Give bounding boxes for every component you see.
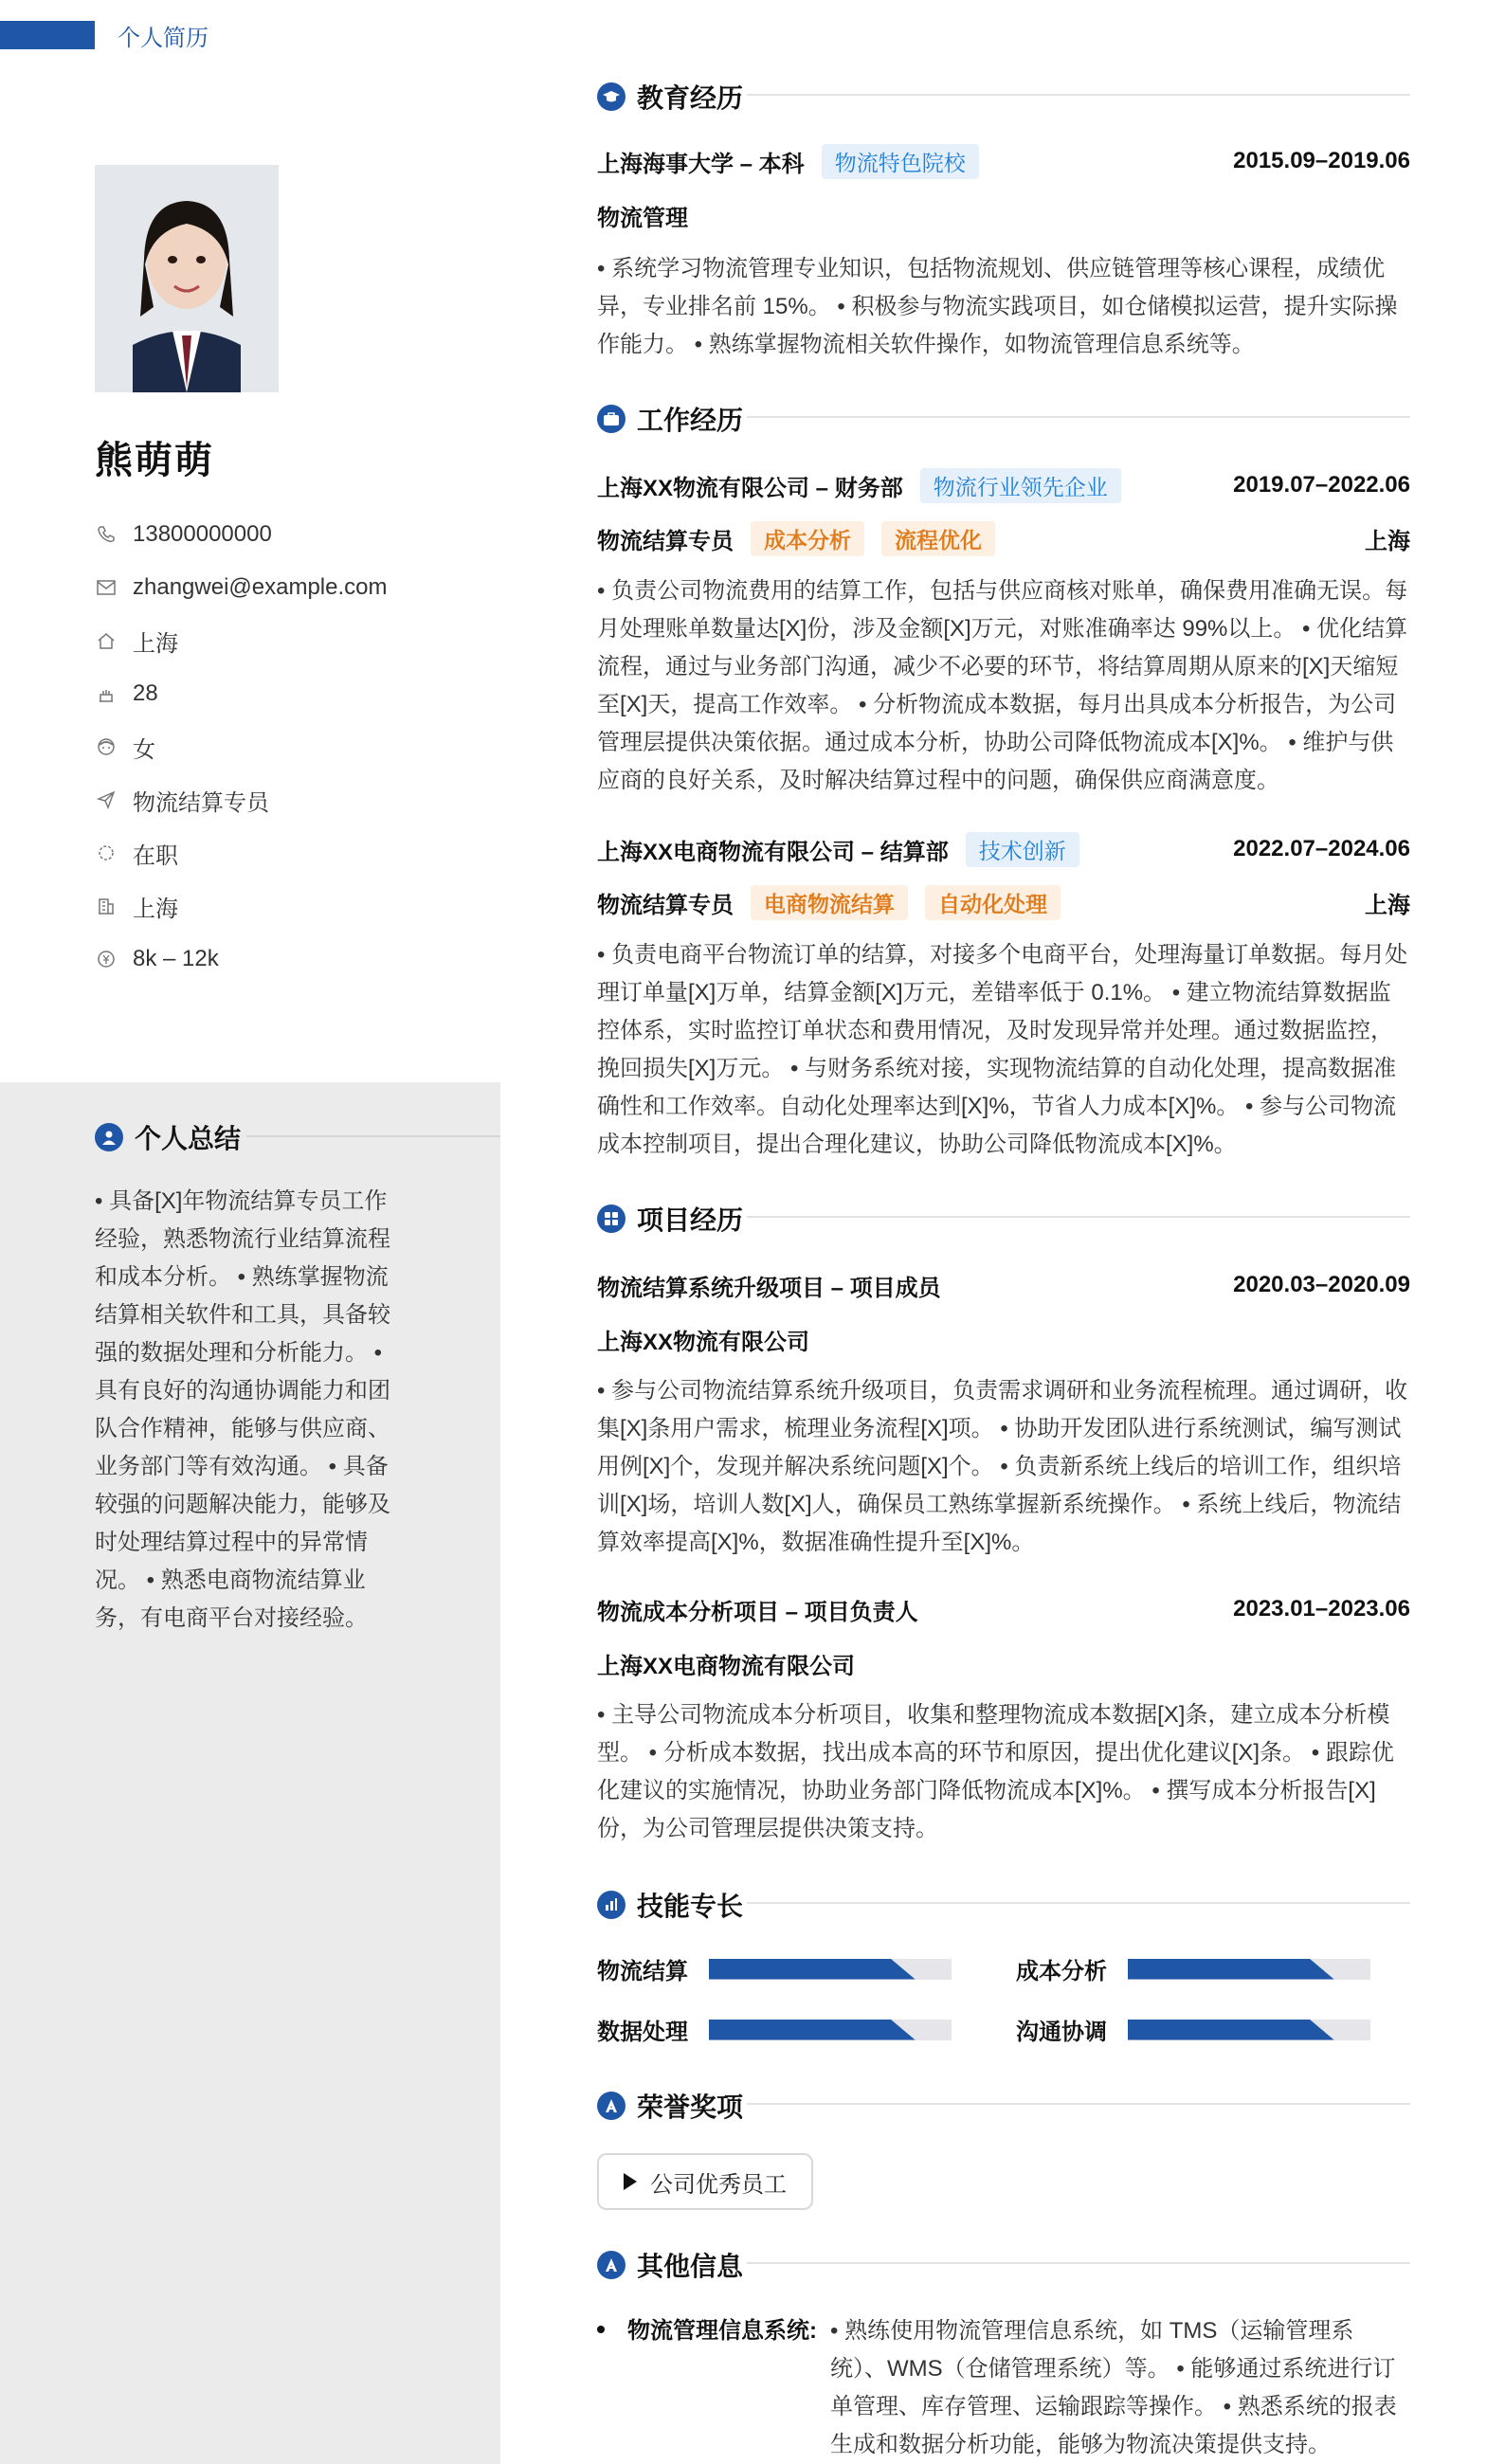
awards-heading (597, 2087, 743, 2125)
job-1-skill-tag: 成本分析 (751, 521, 864, 556)
project-1-desc: • 参与公司物流结算系统升级项目，负责需求调研和业务流程梳理。通过调研，收集[X]条用户需求，梳理业务流程[X]项。 • 协助开发团队进行系统测试，编写测试用例[X]个，发现并解决系统问题[X]个。 • 负责新系统上线后的培训工作，组织培训[X]场，培训人数[X]人，确保员工熟练掌握新系统操作。 • 系统上线后，物流结算效率提高[X]%，数据准确性提升至[X]%。 (597, 1378, 1408, 1555)
briefcase-icon (597, 405, 626, 433)
projects-divider (747, 1216, 1410, 1218)
award-label: 公司优秀员工 (650, 2171, 787, 2198)
page-title: 个人简历 (118, 26, 209, 51)
summary-text: • 具备[X]年物流结算专员工作经验，熟悉物流行业结算流程和成本分析。 • 熟练掌握物流结算相关软件和工具，具备较强的数据处理和分析能力。 • 具有良好的沟通协调能力和团队合作精神，能够与供应商、业务部门等有效沟通。 • 具备较强的问题解决能力，能够及时处理结算过程中的异常情况。 • 熟悉电商物流结算业务，有电商平台对接经验。 (95, 1188, 390, 1631)
other-text: • 熟练使用物流管理信息系统，如 TMS（运输管理系统）、WMS（仓储管理系统）等。 • 能够通过系统进行订单管理、库存管理、运输跟踪等操作。 • 熟悉系统的报表生成和数据分析功能，能够为物流决策提供支持。 (830, 2318, 1397, 2457)
skill-bar-fill (709, 2020, 916, 2040)
job-2-company: 上海XX电商物流有限公司 – 结算部 (597, 839, 949, 865)
project-2-desc: • 主导公司物流成本分析项目，收集和整理物流成本数据[X]条，建立成本分析模型。 • 分析成本数据，找出成本高的环节和原因，提出优化建议[X]条。 • 跟踪优化建议的实施情况，协助业务部门降低物流成本[X]%。 • 撰写成本分析报告[X]份，为公司管理层提供决策支持。 (597, 1702, 1394, 1841)
job-2-header (597, 832, 1410, 866)
award-icon (597, 2251, 626, 2279)
face-icon (95, 735, 118, 758)
skill-item (597, 1952, 952, 1985)
projects-title: 项目经历 (637, 1205, 744, 1235)
job-1-role-row (597, 521, 1410, 555)
contact-city (95, 614, 474, 667)
cake-icon (95, 682, 118, 705)
project-1-name: 物流结算系统升级项目 – 项目成员 (597, 1275, 941, 1301)
home-icon (95, 629, 118, 652)
contact-list (95, 508, 474, 986)
city-text: 上海 (133, 630, 178, 657)
work-title: 工作经历 (637, 406, 744, 435)
project-1-date: 2020.03–2020.09 (1233, 1272, 1410, 1297)
send-icon (95, 788, 118, 811)
bullet-icon (597, 2326, 605, 2333)
email-text: zhangwei@example.com (133, 574, 388, 600)
job-1-date: 2019.07–2022.06 (1233, 472, 1410, 498)
play-icon (624, 2173, 637, 2190)
job-1-desc: • 负责公司物流费用的结算工作，包括与供应商核对账单，确保费用准确无误。每月处理账单数量达[X]份，涉及金额[X]万元，对账准确率达 99%以上。 • 优化结算流程，通过与业务部门沟通，减少不必要的环节，将结算周期从原来的[X]天缩短至[X]天，提高工作效率。 • 分析物流成本数据，每月出具成本分析报告，为公司管理层提供决策依据。通过成本分析，协助公司降低物流成本[X]%。 • 维护与供应商的良好关系，及时解决结算过程中的问题，确保供应商满意度。 (597, 578, 1408, 793)
job-1-company: 上海XX物流有限公司 – 财务部 (597, 475, 903, 501)
education-title: 教育经历 (637, 83, 744, 113)
project-2-date: 2023.01–2023.06 (1233, 1596, 1410, 1622)
job-2-skill-tag: 电商物流结算 (751, 885, 908, 920)
bar-chart-icon (597, 1891, 626, 1919)
awards-divider (747, 2103, 1410, 2105)
job-2-date: 2022.07–2024.06 (1233, 836, 1410, 861)
job-2-role: 物流结算专员 (597, 892, 734, 918)
school-tag: 物流特色院校 (822, 144, 979, 179)
project-1-header (597, 1268, 1410, 1302)
phone-text: 13800000000 (133, 521, 272, 547)
skill-item (1016, 1952, 1370, 1985)
job-2-skill-tag: 自动化处理 (925, 885, 1061, 920)
gender-text: 女 (133, 736, 155, 763)
contact-status (95, 826, 474, 879)
skill-bar (1128, 2020, 1370, 2040)
job-1-city: 上海 (1365, 528, 1410, 554)
work-city-text: 上海 (133, 896, 178, 922)
skill-name: 数据处理 (597, 2020, 688, 2045)
other-divider (747, 2262, 1410, 2264)
summary-divider (246, 1135, 500, 1137)
mail-icon (95, 576, 118, 599)
skills-divider (747, 1902, 1410, 1904)
user-icon (95, 1123, 123, 1151)
skills-heading (597, 1886, 743, 1924)
skill-name: 成本分析 (1016, 1959, 1107, 1984)
job-2-city: 上海 (1365, 892, 1410, 918)
education-desc: • 系统学习物流管理专业知识，包括物流规划、供应链管理等核心课程，成绩优异，专业排名前 15%。 • 积极参与物流实践项目，如仓储模拟运营，提升实际操作能力。 • 熟练掌握物流相关软件操作，如物流管理信息系统等。 (597, 256, 1398, 357)
other-heading (597, 2246, 743, 2284)
position-text: 物流结算专员 (133, 789, 269, 816)
skill-item (1016, 2013, 1370, 2046)
skill-name: 物流结算 (597, 1959, 688, 1984)
candidate-name: 熊萌萌 (95, 440, 214, 481)
summary-heading (95, 1118, 241, 1156)
skill-bar-fill (1128, 2020, 1334, 2040)
education-divider (747, 94, 1410, 96)
project-1-company: 上海XX物流有限公司 (597, 1330, 810, 1355)
projects-heading (597, 1200, 743, 1238)
other-label: 物流管理信息系统: (627, 2318, 817, 2344)
job-1-role: 物流结算专员 (597, 528, 734, 554)
other-title: 其他信息 (637, 2252, 744, 2281)
job-2-desc: • 负责电商平台物流订单的结算，对接多个电商平台，处理海量订单数据。每月处理订单量[X]万单，结算金额[X]万元，差错率低于 0.1%。 • 建立物流结算数据监控体系，实时监控订单状态和费用情况，及时发现异常并处理。通过数据监控，挽回损失[X]万元。 • 与财务系统对接，实现物流结算的自动化处理，提高数据准确性和工作效率。自动化处理率达到[X]%，节省人力成本[X]%。 • 参与公司物流成本控制项目，提出合理化建议，协助公司降低物流成本[X]%。 (597, 942, 1408, 1157)
contact-work-city (95, 879, 474, 933)
job-1-skill-tag: 流程优化 (881, 521, 995, 556)
building-icon (95, 895, 118, 917)
skill-item (597, 2013, 952, 2046)
status-text: 在职 (133, 842, 178, 869)
skill-bar (709, 2020, 952, 2040)
contact-age (95, 667, 474, 720)
grid-icon (597, 1205, 626, 1233)
skill-bar (709, 1959, 952, 1980)
skills-title: 技能专长 (637, 1892, 744, 1921)
summary-title-text: 个人总结 (135, 1124, 242, 1153)
work-heading (597, 400, 743, 438)
education-heading (597, 78, 743, 116)
work-divider (747, 416, 1410, 418)
project-2-name: 物流成本分析项目 – 项目负责人 (597, 1599, 918, 1625)
header-accent-bar (0, 21, 95, 49)
contact-position (95, 773, 474, 826)
contact-email (95, 561, 474, 614)
job-1-header (597, 468, 1410, 502)
avatar (95, 165, 279, 392)
contact-salary (95, 933, 474, 986)
skill-bar-fill (1128, 1959, 1334, 1980)
job-1-tag: 物流行业领先企业 (920, 468, 1121, 503)
graduation-cap-icon (597, 82, 626, 111)
skill-bar-fill (709, 1959, 916, 1980)
phone-icon (95, 523, 118, 546)
status-icon (95, 842, 118, 864)
education-row (597, 144, 1410, 178)
award-item[interactable] (597, 2153, 813, 2210)
job-2-role-row (597, 885, 1410, 919)
skill-bar (1128, 1959, 1370, 1980)
education-date: 2015.09–2019.06 (1233, 148, 1410, 173)
awards-title: 荣誉奖项 (637, 2093, 744, 2122)
job-2-tag: 技术创新 (966, 832, 1079, 867)
contact-phone (95, 508, 474, 561)
major: 物流管理 (597, 206, 688, 231)
yen-icon (95, 948, 118, 970)
age-text: 28 (133, 680, 158, 706)
school-name: 上海海事大学 – 本科 (597, 151, 805, 177)
project-2-header (597, 1592, 1410, 1626)
award-icon (597, 2092, 626, 2120)
contact-gender (95, 720, 474, 773)
project-2-company: 上海XX电商物流有限公司 (597, 1654, 856, 1679)
skill-name: 沟通协调 (1016, 2020, 1107, 2045)
salary-text: 8k – 12k (133, 946, 219, 971)
